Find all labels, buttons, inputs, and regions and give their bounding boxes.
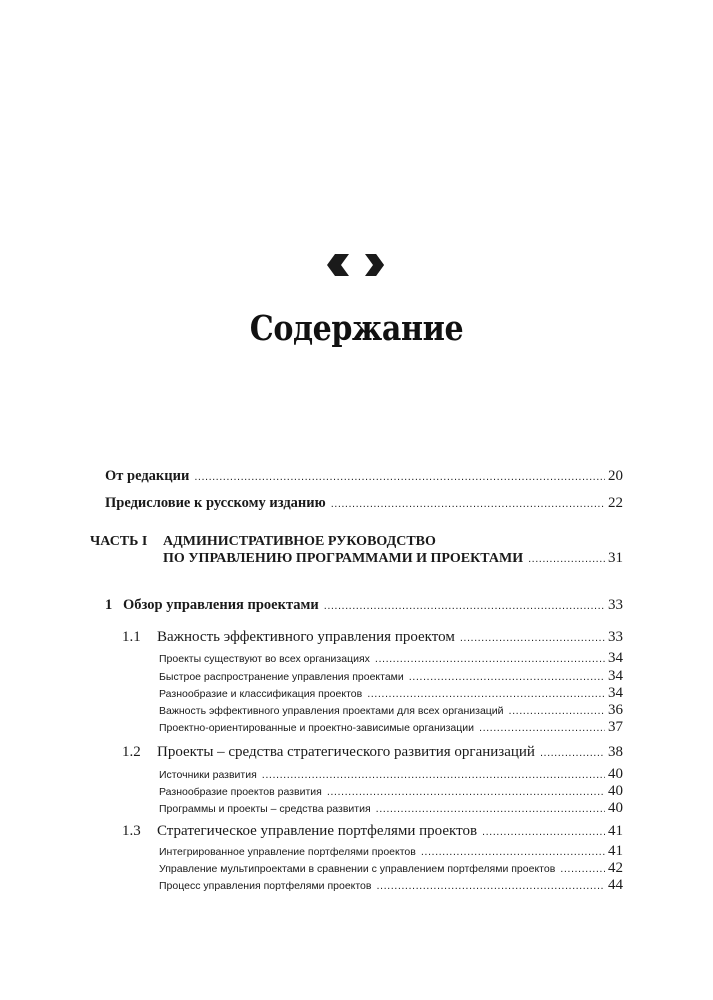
leader-dots	[375, 653, 605, 665]
toc-entry-label: Интегрированное управление портфелями проектов	[159, 846, 416, 858]
leader-dots	[327, 786, 605, 798]
toc-entry-label: Проектно-ориентированные и проектно-зависимые организации	[159, 722, 475, 734]
double-chevron-ornament-icon	[0, 252, 713, 280]
toc-entry-label: Источники развития	[159, 769, 257, 781]
toc-entry-label: Проекты существуют во всех организациях	[159, 653, 370, 665]
toc-entry-subsection[interactable]	[0, 860, 713, 877]
leader-dots	[509, 705, 605, 717]
section-title: Важность эффективного управления проектом	[157, 629, 455, 645]
leader-dots	[482, 826, 605, 838]
section-number: 1.3	[122, 823, 141, 839]
toc-entry-label: Важность эффективного управления проектами для всех организаций	[159, 705, 504, 717]
toc-entry-page: 44	[608, 877, 623, 893]
toc-entry-page: 41	[608, 823, 623, 839]
chapter-title: Обзор управления проектами	[123, 597, 319, 613]
chapter-number: 1	[105, 597, 113, 613]
toc-entry-page: 40	[608, 766, 623, 782]
toc-entry-label	[105, 597, 319, 614]
toc-entry-label: Управление мультипроектами в сравнении с управлением портфелями проектов	[159, 863, 556, 875]
part-number: ЧАСТЬ I	[90, 534, 148, 549]
leader-dots	[479, 722, 605, 734]
leader-dots	[367, 688, 605, 700]
toc-entry-part[interactable]	[0, 550, 713, 567]
toc-entry-subsection[interactable]	[0, 668, 713, 685]
toc-entry-subsection[interactable]	[0, 685, 713, 702]
leader-dots	[194, 471, 605, 483]
toc-entry-page: 37	[608, 719, 623, 735]
toc-entry-section[interactable]	[0, 629, 713, 646]
toc-entry-page: 34	[608, 685, 623, 701]
toc-entry-label: Разнообразие проектов развития	[159, 786, 322, 798]
leader-dots	[376, 880, 605, 892]
toc-entry-label: Программы и проекты – средства развития	[159, 803, 371, 815]
toc-entry-subsection[interactable]	[0, 650, 713, 667]
toc-entry-page: 42	[608, 860, 623, 876]
leader-dots	[460, 632, 605, 644]
toc-entry-label: От редакции	[105, 468, 190, 484]
section-title: Стратегическое управление портфелями проектов	[157, 823, 478, 839]
toc-entry-page: 34	[608, 668, 623, 684]
leader-dots	[540, 747, 605, 759]
toc-entry-front-2[interactable]	[0, 495, 713, 512]
toc-entry-section[interactable]	[0, 744, 713, 761]
leader-dots	[560, 863, 605, 875]
toc-entry-page: 36	[608, 702, 623, 718]
section-title: Проекты – средства стратегического развития организаций	[157, 744, 535, 760]
toc-entry-page: 41	[608, 843, 623, 859]
page-title: Содержание	[249, 308, 464, 349]
toc-entry-subsection[interactable]	[0, 843, 713, 860]
leader-dots	[262, 769, 605, 781]
leader-dots	[331, 498, 605, 510]
toc-entry-page: 33	[608, 629, 623, 645]
part-title-line2: ПО УПРАВЛЕНИЮ ПРОГРАММАМИ И ПРОЕКТАМИ	[163, 551, 524, 566]
toc-entry-page: 20	[608, 468, 623, 484]
toc-entry-subsection[interactable]	[0, 702, 713, 719]
toc-entry-page: 38	[608, 744, 623, 760]
section-number: 1.2	[122, 744, 141, 760]
toc-entry-subsection[interactable]	[0, 766, 713, 783]
leader-dots	[421, 846, 605, 858]
toc-entry-section[interactable]	[0, 823, 713, 840]
toc-entry-page: 31	[608, 550, 623, 566]
toc-entry-chapter[interactable]	[0, 597, 713, 614]
leader-dots	[528, 553, 605, 565]
toc-entry-label: Процесс управления портфелями проектов	[159, 880, 372, 892]
toc-entry-subsection[interactable]	[0, 719, 713, 736]
toc-entry-subsection[interactable]	[0, 877, 713, 894]
toc-entry-front-1[interactable]	[0, 468, 713, 485]
toc-entry-page: 33	[608, 597, 623, 613]
toc-entry-label: Предисловие к русскому изданию	[105, 495, 326, 511]
toc-entry-subsection[interactable]	[0, 800, 713, 817]
leader-dots	[409, 671, 605, 683]
toc-entry-page: 40	[608, 800, 623, 816]
toc-entry-label: Быстрое распространение управления проектами	[159, 671, 404, 683]
part-title-line1: АДМИНИСТРАТИВНОЕ РУКОВОДСТВО	[163, 534, 436, 549]
leader-dots	[376, 803, 605, 815]
toc-entry-page: 34	[608, 650, 623, 666]
section-number: 1.1	[122, 629, 141, 645]
toc-entry-subsection[interactable]	[0, 783, 713, 800]
toc-entry-label: Разнообразие и классификация проектов	[159, 688, 363, 700]
leader-dots	[324, 600, 605, 612]
toc-entry-page: 40	[608, 783, 623, 799]
toc-entry-page: 22	[608, 495, 623, 511]
